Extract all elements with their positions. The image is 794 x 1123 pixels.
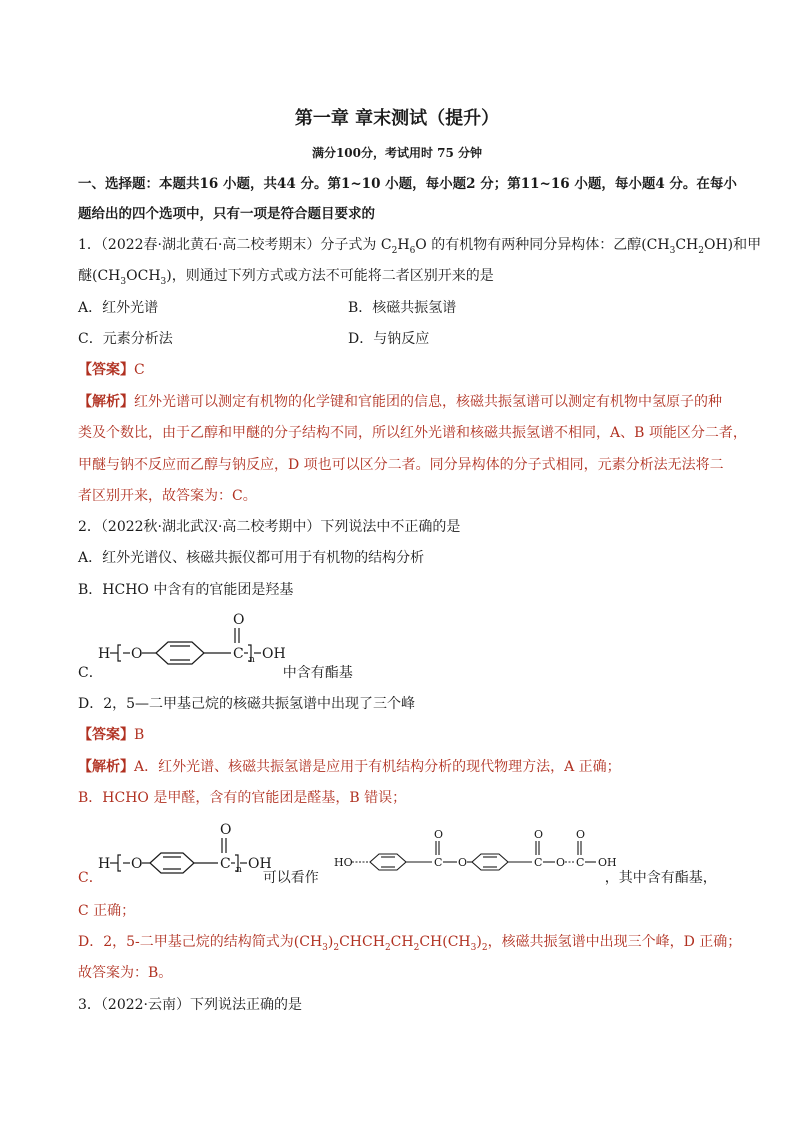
svg-text:O: O: [131, 646, 143, 662]
q3-stem: 3．（2022·云南）下列说法正确的是: [78, 997, 302, 1013]
page-subtitle: 满分100分，考试用时 75 分钟: [311, 146, 483, 160]
svg-text:O: O: [131, 856, 143, 872]
svg-text:O: O: [458, 856, 468, 869]
q1-answer: 【答案】C: [78, 362, 145, 378]
q2-analysis-b: B．HCHO 是甲醛，含有的官能团是醛基，B 错误；: [78, 790, 407, 806]
q1-option-b: B．核磁共振氢谱: [348, 300, 457, 316]
q2-conclusion: 故答案为：B。: [78, 965, 173, 981]
svg-text:n: n: [249, 655, 255, 665]
svg-text:H: H: [98, 856, 111, 872]
svg-text:O: O: [556, 856, 566, 869]
q2-option-b: B．HCHO 中含有的官能团是羟基: [78, 582, 294, 598]
q2-option-d: D．2，5—二甲基己烷的核磁共振氢谱中出现了三个峰: [78, 696, 416, 712]
section-intro-line1: 一、选择题：本题共16 小题，共44 分。第1~10 小题，每小题2 分；第11~16 小题，每小题4 分。在每小: [78, 176, 737, 192]
svg-text:O: O: [576, 828, 586, 841]
q1-options-row1: [78, 298, 728, 318]
svg-text:n: n: [236, 865, 242, 875]
svg-text:C: C: [534, 856, 543, 869]
svg-text:O: O: [233, 612, 245, 628]
svg-text:OH: OH: [248, 856, 272, 872]
q2-analysis-c-cont: C 正确；: [78, 903, 136, 919]
section-intro-line2: 题给出的四个选项中，只有一项是符合题目要求的: [78, 206, 375, 222]
svg-text:HO: HO: [334, 856, 353, 869]
svg-text:O: O: [434, 828, 444, 841]
q2-analysis-a: 【解析】A．红外光谱、核磁共振氢谱是应用于有机结构分析的现代物理方法，A 正确；: [78, 759, 621, 775]
svg-text:C: C: [233, 646, 244, 662]
q2-option-a: A．红外光谱仪、核磁共振仪都可用于有机物的结构分析: [78, 550, 425, 566]
q2-option-c: C． 中含有酯基: [78, 665, 353, 681]
q1-analysis-line3: 甲醚与钠不反应而乙醇与钠反应，D 项也可以区分二者。同分异构体的分子式相同，元素分析法无法将二: [78, 457, 724, 473]
q1-options-row2: [78, 329, 728, 349]
q2-stem: 2．（2022秋·湖北武汉·高二校考期中）下列说法中不正确的是: [78, 519, 461, 535]
q1-option-d: D．与钠反应: [348, 331, 430, 347]
svg-text:O: O: [220, 822, 232, 838]
svg-text:H: H: [98, 646, 111, 662]
q1-analysis-line1: 【解析】红外光谱可以测定有机物的化学键和官能团的信息，核磁共振氢谱可以测定有机物中氢原子的种: [78, 394, 722, 410]
polymer-structure-diagram: [96, 608, 296, 670]
svg-text:C: C: [220, 856, 231, 872]
svg-text:O: O: [534, 828, 544, 841]
svg-text:C: C: [434, 856, 443, 869]
page-title: 第一章 章末测试（提升）: [294, 108, 500, 129]
q1-option-a: A．红外光谱: [78, 300, 159, 316]
q1-analysis-line2: 类及个数比，由于乙醇和甲醚的分子结构不同，所以红外光谱和核磁共振氢谱不相同，A、B 项能区分二者，: [78, 425, 747, 441]
q1-stem-line1: 1．（2022春·湖北黄石·高二校考期末）分子式为 $C_2H_6O$ 的有机物有两种同分异构体：乙醇$(CH_3CH_2OH)$和甲: [78, 237, 762, 256]
q1-analysis-line4: 者区别开来，故答案为：C。: [78, 488, 257, 504]
svg-text:OH: OH: [262, 646, 286, 662]
q1-stem-line2: 醚$(CH_3OCH_3)$，则通过下列方式或方法不可能将二者区别开来的是: [78, 268, 494, 287]
q1-option-c: C．元素分析法: [78, 331, 173, 347]
q2-answer: 【答案】B: [78, 727, 145, 743]
q2-analysis-d: D．2，5-二甲基己烷的结构简式为$(CH_3)_2CHCH_2CH_2CH(CH_3)_2$，核磁共振氢谱中出现三个峰，D 正确；: [78, 934, 742, 953]
svg-text:C: C: [576, 856, 585, 869]
q2-analysis-c: C． 可以看作 ，其中含有酯基，: [78, 870, 717, 886]
svg-text:OH: OH: [598, 856, 617, 869]
